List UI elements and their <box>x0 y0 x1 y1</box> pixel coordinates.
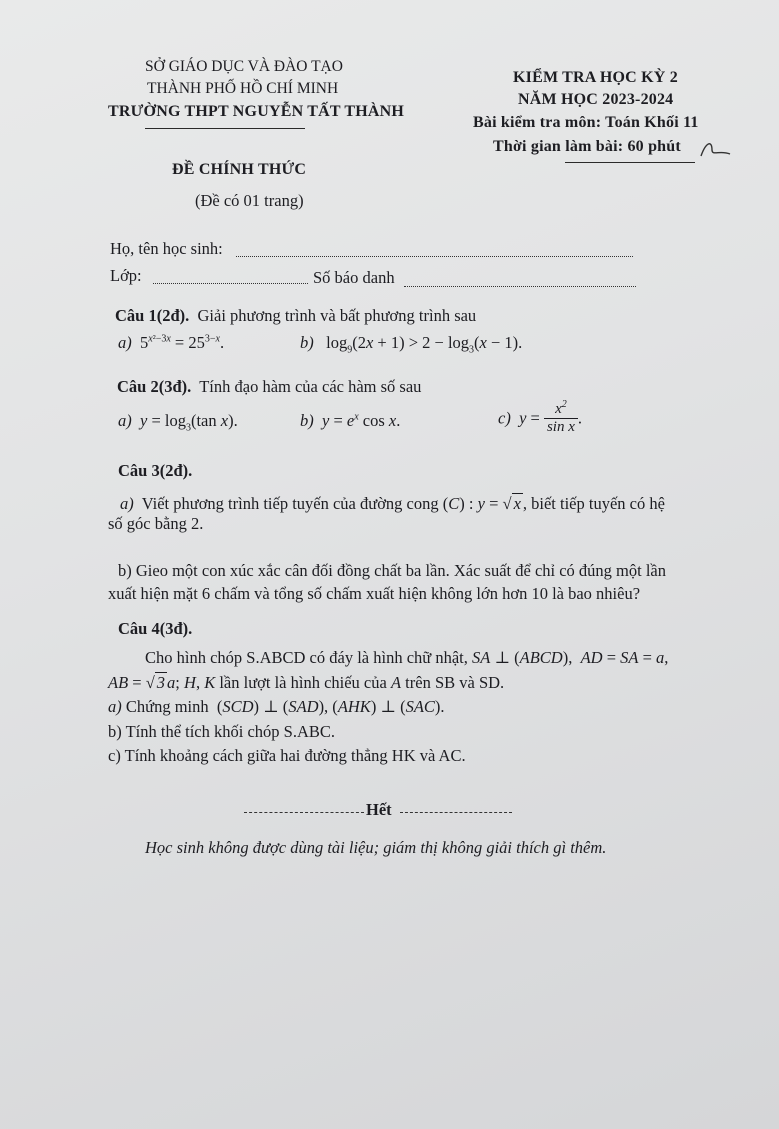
student-class-label: Lớp: <box>110 266 142 285</box>
end-dash-left <box>244 811 364 813</box>
q4-b: b) Tính thể tích khối chóp S.ABC. <box>108 722 336 741</box>
q3-a-text1: Viết phương trình tiếp tuyến của đường cong <box>141 494 439 513</box>
q4-c: c) Tính khoảng cách giữa hai đường thẳng HK và AC. <box>108 746 466 765</box>
q1-a-formula: $5^{x^2-3x} = 25^{3-x}$. <box>135 333 225 352</box>
q1-a <box>118 333 224 353</box>
header-right-underline <box>565 162 695 163</box>
q3-b-text1: Gieo một con xúc xắc cân đối đồng chất ba lần. Xác suất để chỉ có đúng một lần <box>135 561 667 580</box>
q4-intro-line2: AB = √ 3 a; H, K lần lượt là hình chiếu của A trên SB và SD. <box>108 673 505 692</box>
header-right-exam: KIỂM TRA HỌC KỲ 2 <box>513 69 678 86</box>
footer-note: Học sinh không được dùng tài liệu; giám thị không giải thích gì thêm. <box>145 838 607 857</box>
student-class-dots <box>153 282 308 284</box>
student-id-dots <box>404 285 636 287</box>
q2-c-formula: y = <box>519 408 544 428</box>
header-left-line2: THÀNH PHỐ HỒ CHÍ MINH <box>147 80 339 97</box>
q4-intro3: trên SB và SD. <box>405 673 505 692</box>
q1-a-label: a) <box>118 333 132 352</box>
q2-block <box>117 377 421 397</box>
q4-a-text: Chứng minh <box>125 697 209 716</box>
q2-c-label: c) <box>498 408 511 428</box>
q2-c-fraction: $\frac{x^2}{\text{sin x}}$ <box>544 401 578 436</box>
q1-block <box>115 306 476 326</box>
q2-a-label: a) <box>118 411 132 430</box>
q3-a-line2: số góc bằng 2. <box>108 514 204 533</box>
q3-a-line1: a) Viết phương trình tiếp tuyến của đường cong (C) : y = √ x , biết tiếp tuyến có hệ <box>120 494 665 513</box>
q4-title: Câu 4(3đ). <box>118 619 193 638</box>
end-dash-right <box>400 811 512 813</box>
q4-intro1: Cho hình chóp S.ABCD có đáy là hình chữ nhật, <box>145 648 468 667</box>
header-left-school: TRƯỜNG THPT NGUYỄN TẤT THÀNH <box>108 103 405 120</box>
q3-b-line2: xuất hiện mặt 6 chấm và tổng số chấm xuất hiện không lớn hơn 10 là bao nhiêu? <box>108 584 641 603</box>
student-name-dots <box>236 255 633 257</box>
header-right-subject: Bài kiểm tra môn: Toán Khối 11 <box>473 114 699 131</box>
q1-prompt: Giải phương trình và bất phương trình sau <box>197 306 477 325</box>
official-title: ĐỀ CHÍNH THỨC <box>172 161 307 178</box>
header-right-time: Thời gian làm bài: 60 phút <box>493 138 681 155</box>
header-left-line1: SỞ GIÁO DỤC VÀ ĐÀO TẠO <box>145 58 343 75</box>
q2-a-formula: $y = \log_3(\tan$ x). <box>140 411 238 434</box>
q2-b <box>300 411 400 431</box>
signature-mark <box>698 138 734 160</box>
end-marker: Hết <box>366 800 392 819</box>
pages-note: (Đề có 01 trang) <box>195 191 304 210</box>
student-name-label: Họ, tên học sinh: <box>110 239 223 258</box>
q2-a <box>118 411 238 434</box>
q3-a-curve: (C) : y = √ x <box>442 494 521 513</box>
q2-b-formula: $y = e^x$ cos x. <box>322 411 401 430</box>
q2-title: Câu 2(3đ). <box>117 377 192 396</box>
header-right-year: NĂM HỌC 2023-2024 <box>518 91 674 108</box>
student-id-label: Số báo danh <box>313 268 395 287</box>
q3-title: Câu 3(2đ). <box>118 461 193 480</box>
q2-b-label: b) <box>300 411 314 430</box>
q1-b-formula: $\log_9(2x + 1) > 2 - \log_3(x - 1)$. <box>317 333 523 356</box>
q4-a: a) Chứng minh (SCD) ⊥ (SAD), (AHK) ⊥ (SAC). <box>108 697 445 716</box>
q1-b <box>300 333 523 356</box>
q3-a-text2: , biết tiếp tuyến có hệ <box>522 494 665 513</box>
q4-intro-formula: SA <box>472 648 491 667</box>
header-left-underline <box>145 128 305 129</box>
q4-intro2: lần lượt là hình chiếu của <box>219 673 387 692</box>
q1-title: Câu 1(2đ). <box>115 306 190 325</box>
q4-intro-line1: Cho hình chóp S.ABCD có đáy là hình chữ nhật, SA ⊥ (ABCD), AD = SA = a, <box>145 648 669 667</box>
q3-b-line1: b) Gieo một con xúc xắc cân đối đồng chất ba lần. Xác suất để chỉ có đúng một lần <box>118 561 667 580</box>
q1-b-label: b) <box>300 333 314 352</box>
q2-prompt: Tính đạo hàm của các hàm số sau <box>199 377 422 396</box>
q2-c: c) y = $\frac{x^2}{\text{sin x}}$ . <box>498 399 583 435</box>
